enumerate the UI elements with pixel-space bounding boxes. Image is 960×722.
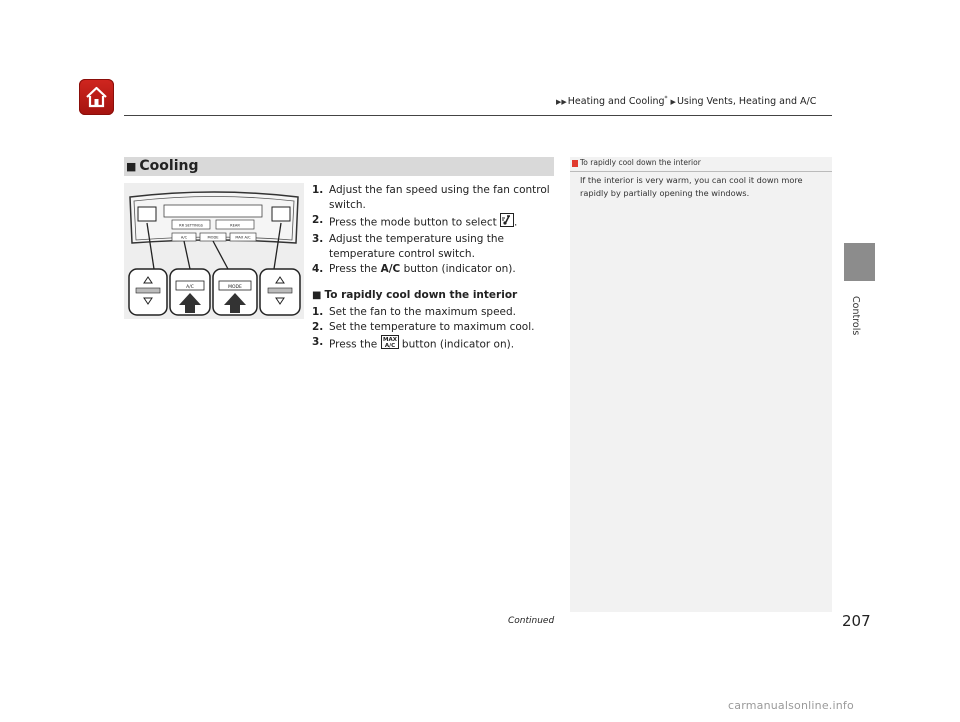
max-ac-icon bbox=[381, 335, 399, 354]
panel-label-rr-settings: RR SETTINGS bbox=[179, 223, 203, 228]
step-item: 1. Adjust the fan speed using the fan control switch. bbox=[312, 184, 550, 211]
breadcrumb-item[interactable]: Heating and Cooling bbox=[567, 96, 665, 108]
home-button[interactable] bbox=[79, 79, 114, 115]
step-item: 4. Press the A/C button (indicator on). bbox=[312, 263, 516, 275]
panel-label-mode: MODE bbox=[207, 235, 219, 240]
side-tab-marker bbox=[844, 243, 875, 281]
step-item: 1. Set the fan to the maximum speed. bbox=[312, 306, 517, 318]
panel-label-rear: REAR bbox=[230, 223, 240, 228]
note-title[interactable]: To rapidly cool down the interior bbox=[572, 157, 701, 169]
cooling-instructions bbox=[312, 183, 557, 354]
continued-label: Continued bbox=[508, 616, 555, 626]
note-body: If the interior is very warm, you can cool it down more rapidly by partially opening the windows. bbox=[580, 175, 803, 198]
callout-label-ac: A/C bbox=[186, 285, 194, 290]
step-item: 2. Set the temperature to maximum cool. bbox=[312, 321, 535, 333]
panel-label-ac: A/C bbox=[180, 235, 188, 240]
subsection-heading: ■ To rapidly cool down the interior bbox=[312, 289, 518, 301]
note-panel bbox=[570, 157, 832, 612]
svg-text:A/C: A/C bbox=[384, 343, 395, 349]
callout-label-mode: MODE bbox=[228, 285, 242, 290]
note-marker-icon bbox=[572, 160, 578, 167]
home-icon bbox=[85, 85, 108, 109]
panel-label-max-ac: MAX A/C bbox=[235, 235, 251, 240]
header-divider bbox=[124, 115, 832, 116]
step-item: 3. Adjust the temperature using the temperature control switch. bbox=[312, 233, 504, 260]
breadcrumb: ▶▶Heating and Cooling* ▶Using Vents, Heating and A/C bbox=[556, 95, 817, 108]
svg-text:MAX: MAX bbox=[382, 337, 397, 343]
climate-control-illustration bbox=[124, 183, 304, 319]
side-tab-label[interactable]: Controls bbox=[850, 296, 861, 336]
step-item: 2. Press the mode button to select . bbox=[312, 213, 557, 232]
step-item: 3. Press the MAX A/C button (indicator on). bbox=[312, 335, 557, 354]
vent-mode-icon bbox=[500, 213, 514, 232]
watermark: carmanualsonline.info bbox=[728, 699, 854, 712]
page-number: 207 bbox=[842, 612, 871, 630]
section-title: ■ Cooling bbox=[126, 158, 199, 174]
optional-marker: * bbox=[664, 95, 668, 102]
breadcrumb-item[interactable]: Using Vents, Heating and A/C bbox=[676, 96, 817, 108]
